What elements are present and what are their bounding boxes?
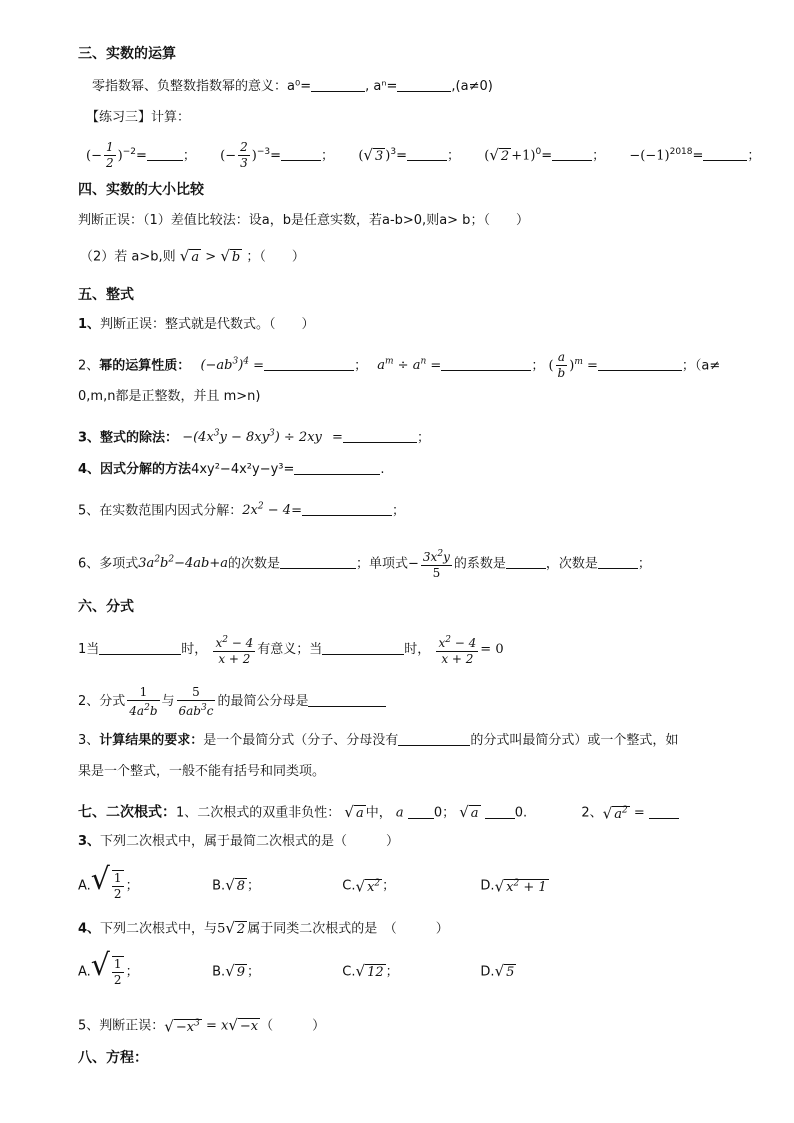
s5-q5: 5、在实数范围内因式分解：$2x^2 - 4=$ ； — [78, 502, 405, 519]
s3-practice-label: 【练习三】计算： — [86, 110, 191, 125]
q3-option-d[interactable]: D.√ $x^2 + 1$ — [480, 877, 547, 896]
section-6-title: 六、分式 — [78, 599, 134, 615]
s7-q5: 5、判断正误：√ $-x^3 = x√ -x$ （ ） — [78, 1016, 326, 1036]
q4-option-a[interactable]: A.√ $\frac{1}{2}$ ； — [78, 948, 139, 987]
s7-q3-options — [78, 862, 549, 908]
s3-meaning-line: 零指数幂、负整数指数幂的意义：a⁰= , aⁿ= ,(a≠0) — [92, 79, 493, 94]
s5-q2-cont: 0,m,n都是正整数，并且 m>n) — [78, 389, 261, 404]
s5-q6: 6、多项式$3a^2b^2-4ab+a$的次数是 ；单项式− $\frac{3x^2y}{5}$ 的系数是 ，次数是 ； — [78, 548, 651, 580]
q4-option-d[interactable]: D.√ 5 — [480, 962, 515, 980]
s3-practice-expressions: (− $\frac{1}{2}$ )$^{-2}$= ； (− $\frac{2}{3}$ )$^{-3}$= ； (√ 3 )$^3$= ； (√ 2 +1)$^0$= ； $-(-1)^{2018}=$ ； — [86, 140, 761, 171]
q3-option-a[interactable]: A.√ $\frac{1}{2}$ ； — [78, 862, 139, 901]
s6-q3-cont: 果是一个整式，一般不能有括号和同类项。 — [78, 764, 326, 779]
q4-option-b[interactable]: B.√ 9 ； — [212, 962, 261, 980]
s5-q3: 3、整式的除法： $-(4x^3y - 8xy^3) \div 2xy$ = ； — [78, 429, 430, 446]
s7-q4-options — [78, 949, 516, 995]
s6-q1: 1当 时， $\frac{x^2 - 4}{x + 2}$ 有意义；当 时， $\frac{x^2 - 4}{x + 2}$ = 0 — [78, 634, 504, 666]
s4-q2: （2）若 a>b,则 √ a > √ b ；（ ） — [80, 247, 305, 265]
section-4-title: 四、实数的大小比较 — [78, 182, 204, 198]
s7-q4: 4、下列二次根式中，与5√ 2 属于同类二次根式的是 （ ） — [78, 919, 449, 937]
s7-line1: 七、二次根式：1、二次根式的双重非负性： √ a 中， a 0； √ a 0. 2、√ $a^2$ = — [78, 799, 679, 827]
s6-q3: 3、计算结果的要求：是一个最简分式（分子、分母没有 的分式叫最简分式）或一个整式，如 — [78, 733, 679, 748]
s5-q4: 4、因式分解的方法4xy²−4x²y−y³= . — [78, 462, 385, 477]
s5-q1: 1、判断正误：整式就是代数式。（ ） — [78, 317, 315, 332]
section-3-title: 三、实数的运算 — [78, 46, 176, 62]
s7-q3: 3、下列二次根式中，属于最简二次根式的是（ ） — [78, 834, 400, 849]
q4-option-c[interactable]: C.√ 12 ； — [342, 962, 399, 980]
s4-q1: 判断正误：（1）差值比较法：设a，b是任意实数，若a-b>0,则a> b；（ ） — [78, 213, 529, 228]
section-8-title: 八、方程： — [78, 1050, 148, 1066]
s5-q2: 2、幂的运算性质： $(-ab^3)^4$ = ； $a^m \div a^n$ = ； ( $\frac{a}{b}$ )$^m$ = ；（a≠ — [78, 350, 721, 381]
q3-option-c[interactable]: C.√ $x^2$ ； — [342, 877, 396, 896]
q3-option-b[interactable]: B.√ 8 ； — [212, 876, 261, 895]
section-5-title: 五、整式 — [78, 287, 134, 303]
s6-q2: 2、分式 $\frac{1}{4a^2b}$ 与 $\frac{5}{6ab^3c}$ 的最简公分母是 — [78, 682, 386, 726]
